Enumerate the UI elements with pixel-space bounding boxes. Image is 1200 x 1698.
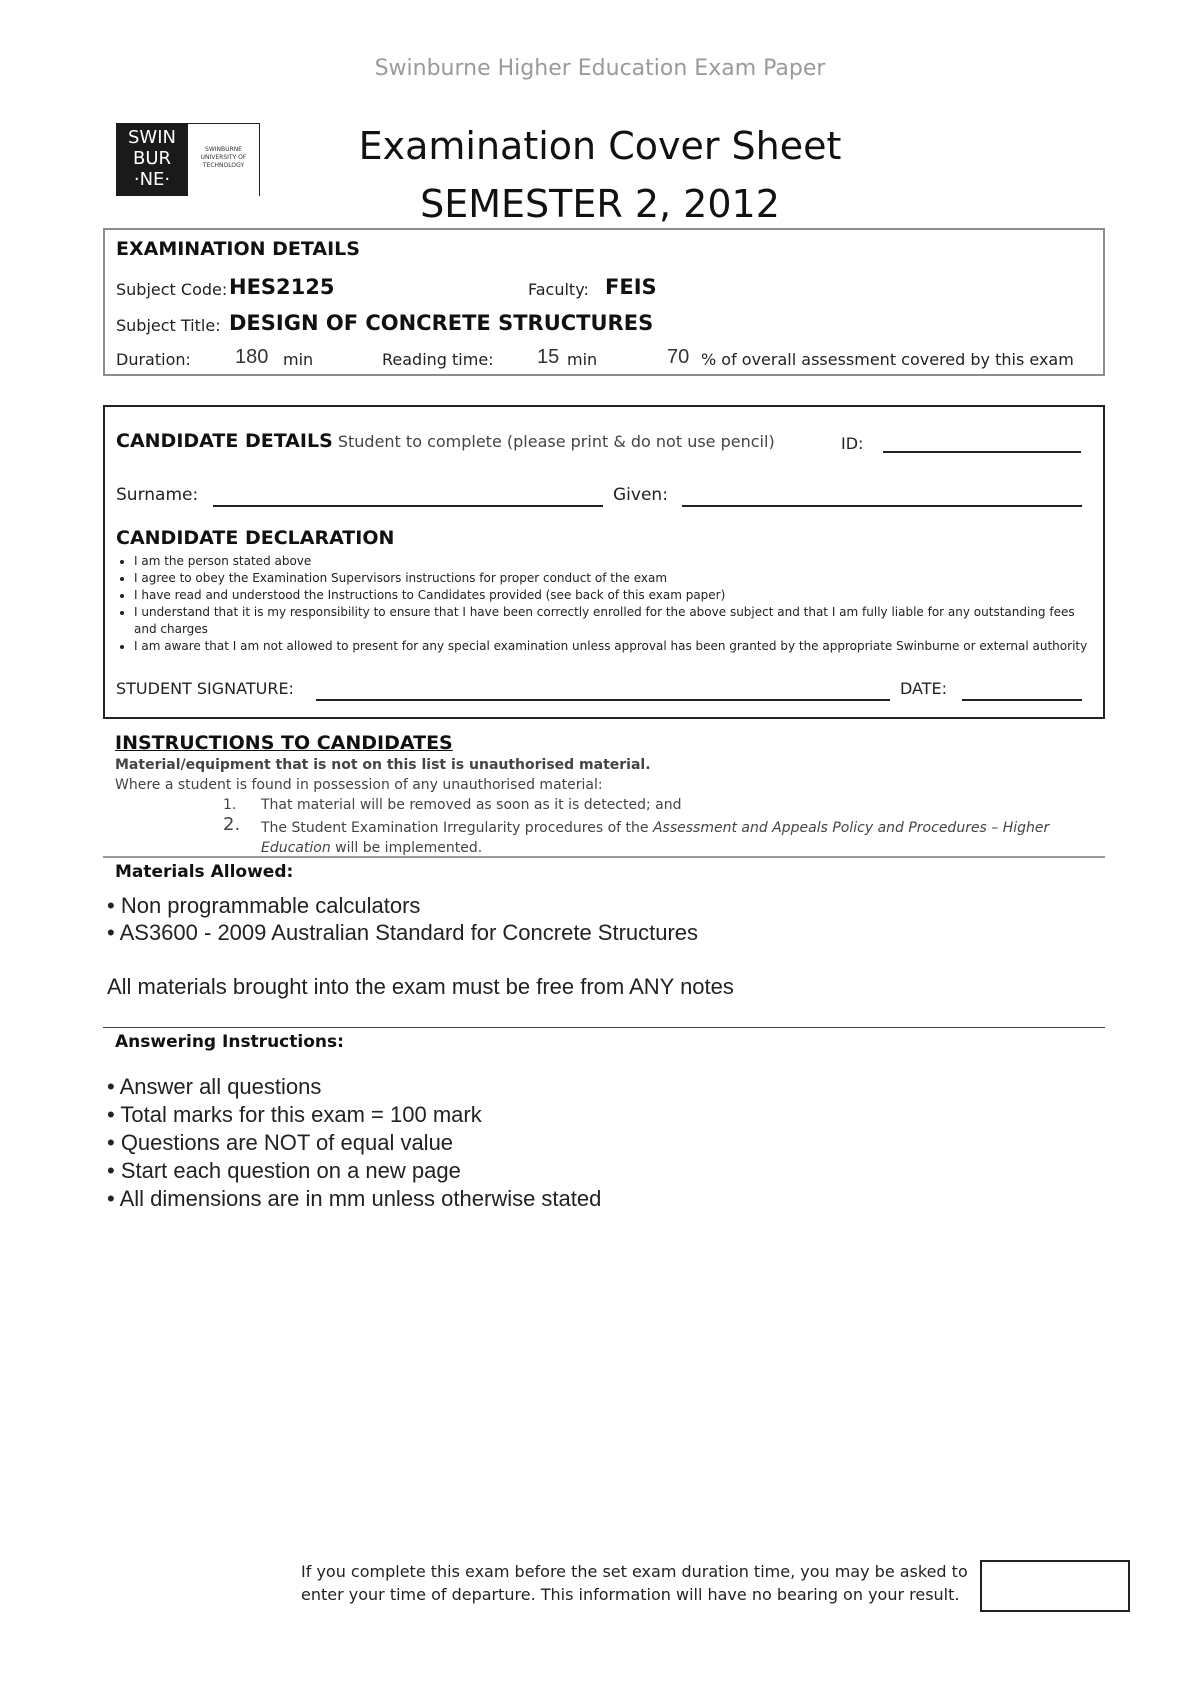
exam-details-box xyxy=(103,228,1105,376)
page-title: Examination Cover Sheet xyxy=(358,124,842,168)
exam-details-heading: EXAMINATION DETAILS xyxy=(116,238,360,260)
answering-item: • Start each question on a new page xyxy=(107,1158,461,1183)
declaration-item: • I am the person stated above xyxy=(134,553,1096,570)
logo-side-line: TECHNOLOGY xyxy=(202,162,245,169)
reading-time-value: 15 xyxy=(537,346,560,368)
percent-text: % of overall assessment covered by this exam xyxy=(701,350,1074,369)
faculty-label: Faculty: xyxy=(528,280,589,299)
materials-heading: Materials Allowed: xyxy=(115,862,294,882)
subject-code-value: HES2125 xyxy=(229,275,335,299)
subject-title-label: Subject Title: xyxy=(116,316,221,335)
materials-item: • Non programmable calculators xyxy=(107,893,421,918)
instructions-intro: Where a student is found in possession of any unauthorised material: xyxy=(115,777,603,793)
instruction-text-part: will be implemented. xyxy=(330,840,483,856)
instruction-item-text: That material will be removed as soon as it is detected; and xyxy=(261,797,682,813)
subject-title-value: DESIGN OF CONCRETE STRUCTURES xyxy=(229,311,654,335)
answering-item: • Total marks for this exam = 100 mark xyxy=(107,1102,482,1127)
declaration-item: • I understand that it is my responsibility to ensure that I have been correctly enrolled for the above subject and that I am fully liable for any outstanding fees and charges xyxy=(134,604,1096,638)
surname-field[interactable] xyxy=(213,505,603,507)
candidate-details-note: Student to complete (please print & do not use pencil) xyxy=(337,432,775,451)
instruction-item-number: 2. xyxy=(223,814,241,835)
signature-label: STUDENT SIGNATURE: xyxy=(116,679,294,698)
declaration-item: • I am aware that I am not allowed to present for any special examination unless approval has been granted by the appropriate Swinburne or external authority xyxy=(134,638,1096,655)
declaration-item: • I have read and understood the Instructions to Candidates provided (see back of this exam paper) xyxy=(134,587,1096,604)
faculty-value: FEIS xyxy=(605,275,657,299)
logo-line: BUR xyxy=(132,148,172,169)
instructions-heading: INSTRUCTIONS TO CANDIDATES xyxy=(115,732,453,754)
logo-mark xyxy=(116,123,188,196)
university-logo xyxy=(116,123,261,196)
departure-time-box[interactable] xyxy=(980,1560,1130,1612)
logo-side-text xyxy=(188,123,260,196)
section-divider xyxy=(103,856,1105,858)
signature-field[interactable] xyxy=(316,699,890,701)
semester-title: SEMESTER 2, 2012 xyxy=(420,182,780,226)
departure-notice-line: enter your time of departure. This information will have no bearing on your result. xyxy=(301,1585,960,1604)
policy-name: Assessment and Appeals Policy and Procedures – Higher Education xyxy=(261,820,1050,856)
departure-notice xyxy=(301,1560,968,1606)
id-field[interactable] xyxy=(883,451,1081,453)
logo-side-line: UNIVERSITY OF xyxy=(200,154,247,161)
logo-line: SWIN xyxy=(128,127,176,148)
declaration-item: • I agree to obey the Examination Supervisors instructions for proper conduct of the exam xyxy=(134,570,1096,587)
reading-time-unit: min xyxy=(567,350,598,369)
date-label: DATE: xyxy=(900,679,948,698)
candidate-heading-row xyxy=(116,430,775,452)
instruction-item-text xyxy=(261,818,1081,858)
answering-heading: Answering Instructions: xyxy=(115,1032,344,1052)
given-label: Given: xyxy=(613,485,668,505)
section-divider xyxy=(103,1027,1105,1028)
duration-unit: min xyxy=(283,350,314,369)
materials-note: All materials brought into the exam must be free from ANY notes xyxy=(107,974,734,999)
surname-label: Surname: xyxy=(116,485,199,505)
instructions-warning: Material/equipment that is not on this list is unauthorised material. xyxy=(115,757,651,773)
candidate-details-heading: CANDIDATE DETAILS xyxy=(116,430,333,452)
percent-value: 70 xyxy=(667,346,690,368)
given-field[interactable] xyxy=(682,505,1082,507)
declaration-list xyxy=(116,553,1096,655)
declaration-heading: CANDIDATE DECLARATION xyxy=(116,527,395,549)
candidate-details-box xyxy=(103,405,1105,719)
materials-item: • AS3600 - 2009 Australian Standard for Concrete Structures xyxy=(107,920,699,945)
answering-item: • All dimensions are in mm unless otherwise stated xyxy=(107,1186,602,1211)
subject-code-label: Subject Code: xyxy=(116,280,228,299)
page-header: Swinburne Higher Education Exam Paper xyxy=(374,56,826,81)
answering-item: • Answer all questions xyxy=(107,1074,322,1099)
instruction-item-number: 1. xyxy=(223,797,237,813)
id-label: ID: xyxy=(841,434,864,453)
logo-line: ·NE· xyxy=(133,169,171,190)
duration-label: Duration: xyxy=(116,350,191,369)
departure-notice-line: If you complete this exam before the set exam duration time, you may be asked to xyxy=(301,1562,968,1581)
reading-time-label: Reading time: xyxy=(382,350,494,369)
duration-value: 180 xyxy=(235,346,269,368)
date-field[interactable] xyxy=(962,699,1082,701)
instruction-text-part: The Student Examination Irregularity procedures of the xyxy=(261,820,653,836)
logo-side-line: SWINBURNE xyxy=(205,146,242,153)
answering-item: • Questions are NOT of equal value xyxy=(107,1130,454,1155)
